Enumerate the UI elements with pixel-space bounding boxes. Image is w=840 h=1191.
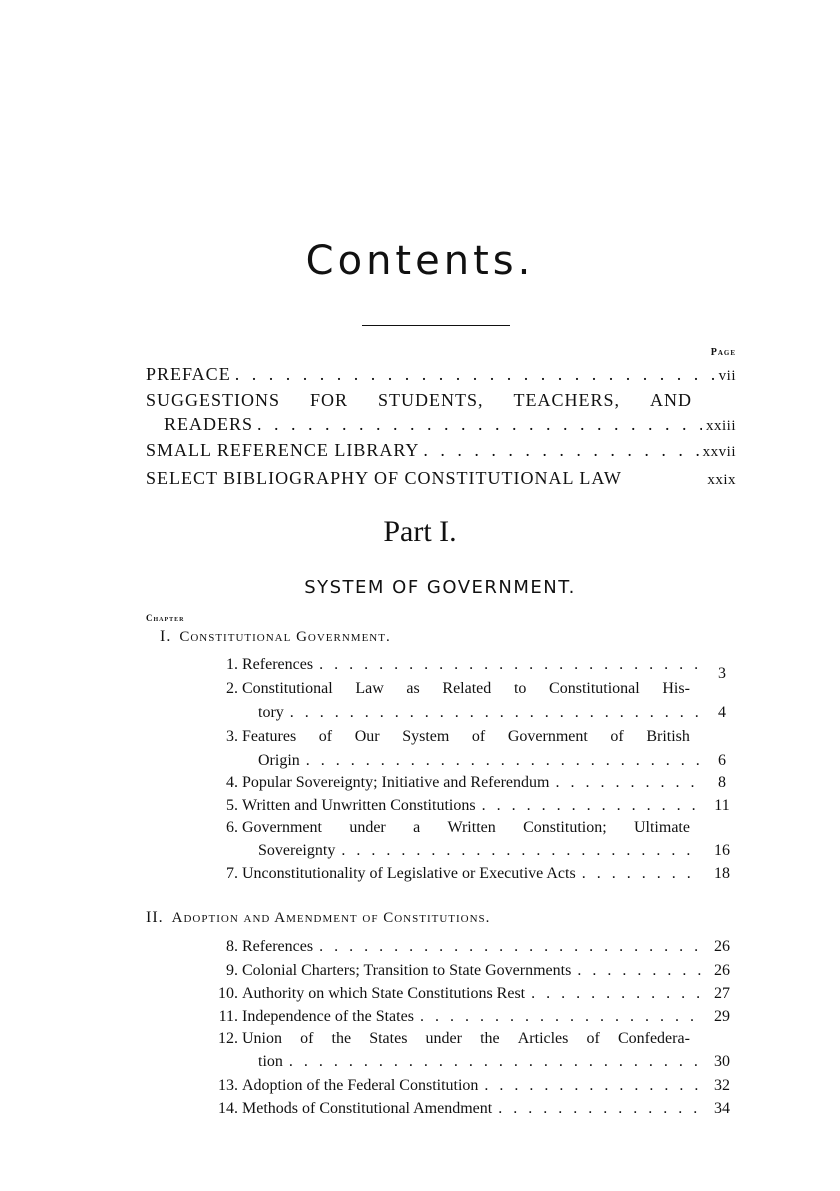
entry-page: 18 bbox=[714, 865, 730, 882]
entry-page: 29 bbox=[714, 1008, 730, 1025]
toc-entry-cont[interactable] bbox=[258, 1052, 736, 1072]
entry-page: xxiii bbox=[705, 418, 736, 434]
word: Features bbox=[242, 728, 297, 745]
word: to bbox=[513, 680, 527, 697]
toc-entry[interactable] bbox=[198, 937, 736, 957]
entry-page: 6 bbox=[718, 752, 726, 769]
word: TEACHERS, bbox=[513, 390, 621, 410]
chapter-number: I. bbox=[160, 628, 172, 645]
entry-title: Popular Sovereignty; Initiative and Referendum bbox=[242, 774, 550, 791]
entry-number: 10. bbox=[218, 985, 238, 1002]
word: FOR bbox=[310, 390, 349, 410]
dot-leader bbox=[555, 773, 702, 793]
part-subtitle: SYSTEM OF GOVERNMENT. bbox=[304, 577, 576, 598]
dot-leader bbox=[341, 841, 702, 861]
dot-leader bbox=[531, 984, 702, 1004]
word: of bbox=[318, 728, 333, 745]
word: as bbox=[406, 680, 420, 697]
toc-entry-line1 bbox=[242, 727, 690, 747]
toc-entry-suggestions-line1[interactable] bbox=[146, 389, 692, 411]
entry-page: 16 bbox=[714, 842, 730, 859]
entry-title: Methods of Constitutional Amendment bbox=[242, 1100, 493, 1117]
entry-title: Unconstitutionality of Legislative or Executive Acts bbox=[242, 865, 576, 882]
chapter-title: Adoption and Amendment of Constitutions. bbox=[171, 910, 491, 926]
toc-entry-line1 bbox=[242, 1029, 690, 1049]
word: of bbox=[300, 1030, 314, 1047]
entry-page: xxix bbox=[707, 472, 736, 488]
toc-entry-bibliography[interactable] bbox=[146, 467, 736, 489]
word: of bbox=[610, 728, 624, 745]
dot-leader bbox=[423, 439, 698, 461]
word: SUGGESTIONS bbox=[146, 390, 281, 410]
entry-title: References bbox=[242, 938, 314, 955]
word: under bbox=[349, 819, 386, 836]
entry-page: 11 bbox=[714, 797, 730, 814]
word: Constitutional bbox=[242, 680, 333, 697]
word: a bbox=[413, 819, 421, 836]
part-title: Part I. bbox=[383, 515, 457, 548]
toc-entry-cont[interactable] bbox=[258, 751, 736, 771]
dot-leader bbox=[319, 937, 702, 957]
dot-leader bbox=[420, 1007, 702, 1027]
entry-number: 2. bbox=[226, 680, 238, 697]
toc-entry[interactable] bbox=[198, 864, 736, 884]
word: the bbox=[480, 1030, 500, 1047]
entry-number: 3. bbox=[226, 728, 238, 745]
entry-title: Origin bbox=[258, 752, 300, 769]
entry-title: tion bbox=[258, 1053, 283, 1070]
toc-entry-cont[interactable] bbox=[258, 841, 736, 861]
word: Confedera- bbox=[617, 1030, 690, 1047]
dot-leader bbox=[290, 703, 702, 723]
entry-title: SELECT BIBLIOGRAPHY OF CONSTITUTIONAL LAW bbox=[146, 468, 622, 488]
chapter-number: II. bbox=[146, 909, 164, 926]
word: STUDENTS, bbox=[378, 390, 484, 410]
toc-entry-suggestions-line2[interactable] bbox=[164, 413, 736, 435]
word: Written bbox=[447, 819, 496, 836]
entry-page: 26 bbox=[714, 938, 730, 955]
entry-number: 11. bbox=[218, 1008, 238, 1025]
entry-title: Independence of the States bbox=[242, 1008, 414, 1025]
toc-entry[interactable] bbox=[198, 773, 736, 793]
entry-title: Written and Unwritten Constitutions bbox=[242, 797, 476, 814]
toc-entry[interactable] bbox=[198, 961, 736, 981]
word: under bbox=[425, 1030, 462, 1047]
entry-number: 7. bbox=[226, 865, 238, 882]
word: States bbox=[369, 1030, 408, 1047]
dot-leader bbox=[289, 1052, 702, 1072]
word: Government bbox=[242, 819, 322, 836]
entry-page: 8 bbox=[718, 774, 726, 791]
toc-entry[interactable] bbox=[198, 1099, 736, 1119]
word: Government bbox=[507, 728, 588, 745]
entry-number: 14. bbox=[218, 1100, 238, 1117]
entry-title: Sovereignty bbox=[258, 842, 336, 859]
page-column-label: Page bbox=[710, 347, 736, 358]
entry-number: 9. bbox=[226, 962, 238, 979]
dot-leader bbox=[306, 751, 702, 771]
word: Ultimate bbox=[633, 819, 690, 836]
word: Constitution; bbox=[523, 819, 607, 836]
toc-entry-library[interactable] bbox=[146, 439, 736, 461]
page-title: Contents. bbox=[305, 238, 535, 284]
entry-title: PREFACE bbox=[146, 364, 231, 384]
dot-leader bbox=[577, 961, 702, 981]
entry-page: 32 bbox=[714, 1077, 730, 1094]
entry-number: 1. bbox=[226, 656, 238, 673]
entry-page: 27 bbox=[714, 985, 730, 1002]
toc-entry[interactable] bbox=[198, 1007, 736, 1027]
entry-title: READERS bbox=[164, 414, 254, 434]
dot-leader bbox=[257, 413, 702, 435]
entry-number: 13. bbox=[218, 1077, 238, 1094]
word: His- bbox=[662, 680, 690, 697]
entry-title: Colonial Charters; Transition to State Governments bbox=[242, 962, 572, 979]
toc-entry-cont[interactable] bbox=[258, 703, 736, 723]
word: Law bbox=[355, 680, 384, 697]
word: Our bbox=[354, 728, 380, 745]
toc-entry-preface[interactable] bbox=[146, 363, 736, 385]
entry-page: 4 bbox=[718, 704, 726, 721]
entry-page: xxvii bbox=[702, 444, 736, 460]
word: Union bbox=[242, 1030, 282, 1047]
word: of bbox=[586, 1030, 600, 1047]
entry-title: tory bbox=[258, 704, 284, 721]
word: of bbox=[471, 728, 486, 745]
chapter-column-label: Chapter bbox=[146, 613, 185, 623]
chapter-title: Constitutional Government. bbox=[179, 629, 391, 645]
entry-title: Adoption of the Federal Constitution bbox=[242, 1077, 479, 1094]
dot-leader bbox=[498, 1099, 702, 1119]
entry-number: 4. bbox=[226, 774, 238, 791]
entry-page: 34 bbox=[714, 1100, 730, 1117]
entry-number: 8. bbox=[226, 938, 238, 955]
dot-leader bbox=[484, 1076, 702, 1096]
word: Related bbox=[442, 680, 492, 697]
toc-entry-line1 bbox=[242, 679, 690, 699]
title-divider bbox=[362, 325, 510, 326]
word: the bbox=[331, 1030, 352, 1047]
entry-number: 5. bbox=[226, 797, 238, 814]
entry-title: SMALL REFERENCE LIBRARY bbox=[146, 440, 420, 460]
word: System bbox=[402, 728, 450, 745]
entry-page: vii bbox=[718, 368, 736, 384]
word: Constitutional bbox=[549, 680, 640, 697]
toc-entry[interactable] bbox=[198, 655, 736, 682]
dot-leader bbox=[582, 864, 702, 884]
toc-entry-line1 bbox=[242, 818, 690, 838]
dot-leader bbox=[482, 796, 702, 816]
toc-entry[interactable] bbox=[198, 984, 736, 1004]
word: AND bbox=[650, 390, 692, 410]
entry-title: Authority on which State Constitutions Rest bbox=[242, 985, 526, 1002]
entry-number: 12. bbox=[218, 1030, 238, 1047]
word: Articles bbox=[517, 1030, 569, 1047]
entry-page: 30 bbox=[714, 1053, 730, 1070]
toc-entry[interactable] bbox=[198, 1076, 736, 1096]
entry-title: References bbox=[242, 656, 314, 673]
chapter-heading[interactable] bbox=[160, 628, 391, 646]
entry-number: 6. bbox=[226, 819, 238, 836]
dot-leader bbox=[319, 655, 702, 675]
word: British bbox=[646, 728, 690, 745]
entry-page: 26 bbox=[714, 962, 730, 979]
chapter-heading[interactable] bbox=[146, 909, 490, 927]
entry-page: 3 bbox=[718, 665, 726, 682]
toc-entry[interactable] bbox=[198, 796, 736, 816]
dot-leader bbox=[235, 363, 715, 385]
